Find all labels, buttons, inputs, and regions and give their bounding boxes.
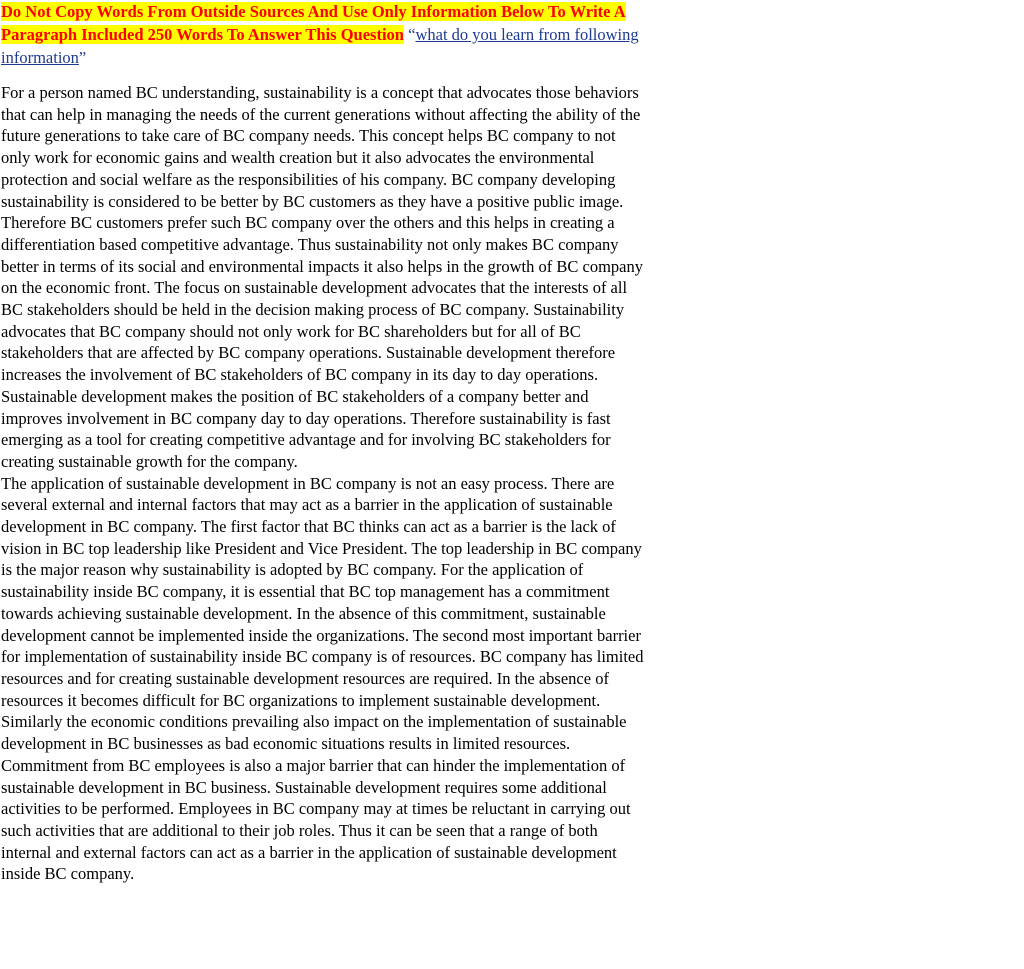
text-line: For a person named BC understanding, sustainability is a concept that advocates those behaviors [1, 83, 639, 102]
text-line: sustainability inside BC company, it is essential that BC top management has a commitment [1, 582, 610, 602]
question-header [1, 0, 741, 69]
text-line: development in BC businesses as bad economic situations results in limited resources. [1, 734, 571, 754]
text-line: towards achieving sustainable development. In the absence of this commitment, sustainable [1, 603, 606, 623]
text-line: inside BC company. [1, 864, 135, 884]
text-line: activities to be performed. Employees in BC company may at times be reluctant in carrying out [1, 799, 631, 819]
text-line: Therefore BC customers prefer such BC company over the others and this helps in creating a [1, 213, 615, 233]
text-line: protection and social welfare as the responsibilities of his company. BC company developing [1, 169, 616, 189]
text-line: improves involvement in BC company day to day operations. Therefore sustainability is fast [1, 408, 611, 428]
text-line: vision in BC top leadership like President and Vice President. The top leadership in BC company [1, 538, 642, 558]
question-text-line-1: what do you learn from following [415, 25, 639, 44]
paragraph-sustainability-concept [1, 82, 741, 473]
text-line: future generations to take care of BC company needs. This concept helps BC company to not [1, 126, 616, 146]
text-line: Sustainable development makes the position of BC stakeholders of a company better and [1, 386, 589, 406]
text-line: Commitment from BC employees is also a major barrier that can hinder the implementation of [1, 755, 626, 775]
text-line: for implementation of sustainability inside BC company is of resources. BC company has limited [1, 647, 644, 667]
text-line: internal and external factors can act as a barrier in the application of sustainable development [1, 842, 617, 862]
text-line: stakeholders that are affected by BC company operations. Sustainable development therefore [1, 343, 616, 363]
text-line: resources and for creating sustainable development resources are required. In the absence of [1, 668, 609, 688]
text-line: Similarly the economic conditions prevailing also impact on the implementation of sustainable [1, 712, 627, 732]
text-line: resources it becomes difficult for BC organizations to implement sustainable development. [1, 690, 601, 710]
text-line: emerging as a tool for creating competitive advantage and for involving BC stakeholders for [1, 430, 611, 450]
document [1, 0, 741, 885]
text-line: that can help in managing the needs of the current generations without affecting the ability of the [1, 104, 641, 124]
text-line: sustainability is considered to be better by BC customers as they have a positive public image. [1, 191, 624, 211]
text-line: better in terms of its social and environmental impacts it also helps in the growth of BC company [1, 256, 643, 276]
text-line: sustainable development in BC business. Sustainable development requires some additional [1, 777, 607, 797]
text-line: increases the involvement of BC stakeholders of BC company in its day to day operations. [1, 365, 599, 385]
text-line: only work for economic gains and wealth creation but it also advocates the environmental [1, 148, 595, 168]
close-quote: ” [78, 48, 87, 67]
question-text-line-2: information [1, 48, 79, 67]
paragraph-barriers [1, 473, 741, 885]
text-line: on the economic front. The focus on sustainable development advocates that the interests of all [1, 278, 628, 298]
instruction-line-2: Paragraph Included 250 Words To Answer This Question [1, 25, 404, 44]
text-line: BC stakeholders should be held in the decision making process of BC company. Sustainability [1, 300, 625, 320]
text-line: advocates that BC company should not only work for BC shareholders but for all of BC [1, 321, 581, 341]
instruction-line-1: Do Not Copy Words From Outside Sources And Use Only Information Below To Write A [1, 2, 626, 21]
text-line: is the major reason why sustainability is adopted by BC company. For the application of [1, 560, 584, 580]
text-line: several external and internal factors that may act as a barrier in the application of sustainable [1, 495, 613, 515]
open-quote: “ [404, 25, 416, 44]
text-line: such activities that are additional to their job roles. Thus it can be seen that a range of both [1, 820, 598, 840]
text-line: development cannot be implemented inside the organizations. The second most important barrier [1, 625, 641, 645]
text-line: development in BC company. The first factor that BC thinks can act as a barrier is the lack of [1, 517, 616, 537]
text-line: The application of sustainable development in BC company is not an easy process. There are [1, 473, 615, 493]
spacer [1, 69, 741, 82]
text-line: creating sustainable growth for the company. [1, 451, 298, 471]
text-line: differentiation based competitive advantage. Thus sustainability not only makes BC company [1, 234, 619, 254]
